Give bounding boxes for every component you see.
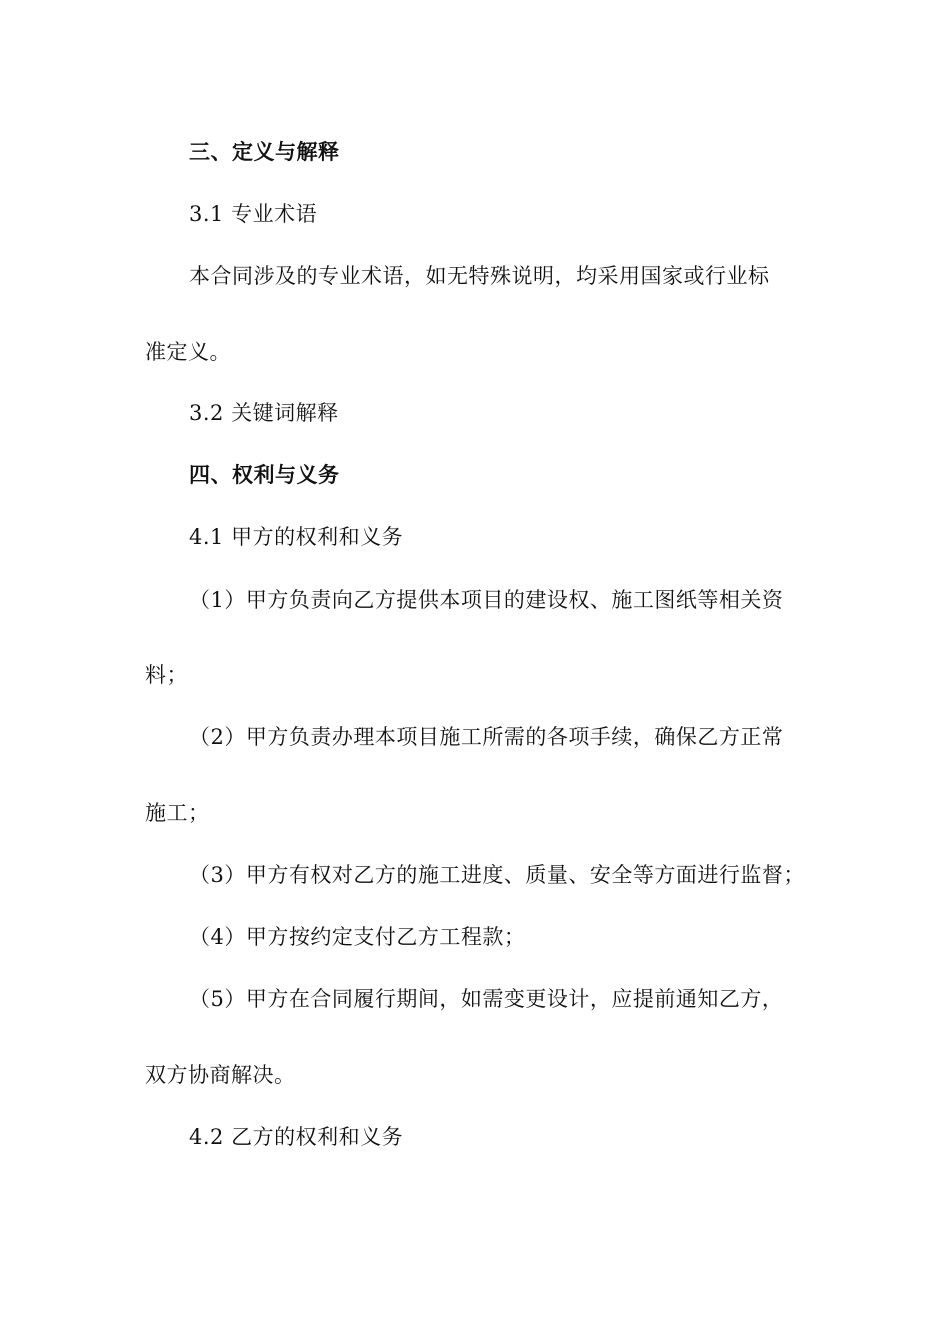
clause-3-1-text-line-1: 本合同涉及的专业术语，如无特殊说明，均采用国家或行业标 — [189, 264, 770, 288]
clause-3-1-text-line-2: 准定义。 — [145, 340, 231, 364]
item-5-line-2: 双方协商解决。 — [145, 1063, 296, 1087]
item-3: （3）甲方有权对乙方的施工进度、质量、安全等方面进行监督； — [189, 863, 805, 887]
clause-4-1-title: 4.1 甲方的权利和义务 — [189, 525, 404, 549]
item-5-line-1: （5）甲方在合同履行期间，如需变更设计，应提前通知乙方， — [189, 987, 784, 1011]
item-2-line-1: （2）甲方负责办理本项目施工所需的各项手续，确保乙方正常 — [189, 725, 784, 749]
clause-3-1-title: 3.1 专业术语 — [189, 202, 318, 226]
item-1-line-2: 料； — [145, 663, 188, 687]
item-2-line-2: 施工； — [145, 801, 210, 825]
section-3-heading: 三、定义与解释 — [189, 139, 340, 164]
item-4: （4）甲方按约定支付乙方工程款； — [189, 925, 526, 949]
item-1-line-1: （1）甲方负责向乙方提供本项目的建设权、施工图纸等相关资 — [189, 588, 784, 612]
clause-3-2-title: 3.2 关键词解释 — [189, 401, 339, 425]
section-4-heading: 四、权利与义务 — [189, 462, 340, 487]
clause-4-2-title: 4.2 乙方的权利和义务 — [189, 1125, 404, 1149]
